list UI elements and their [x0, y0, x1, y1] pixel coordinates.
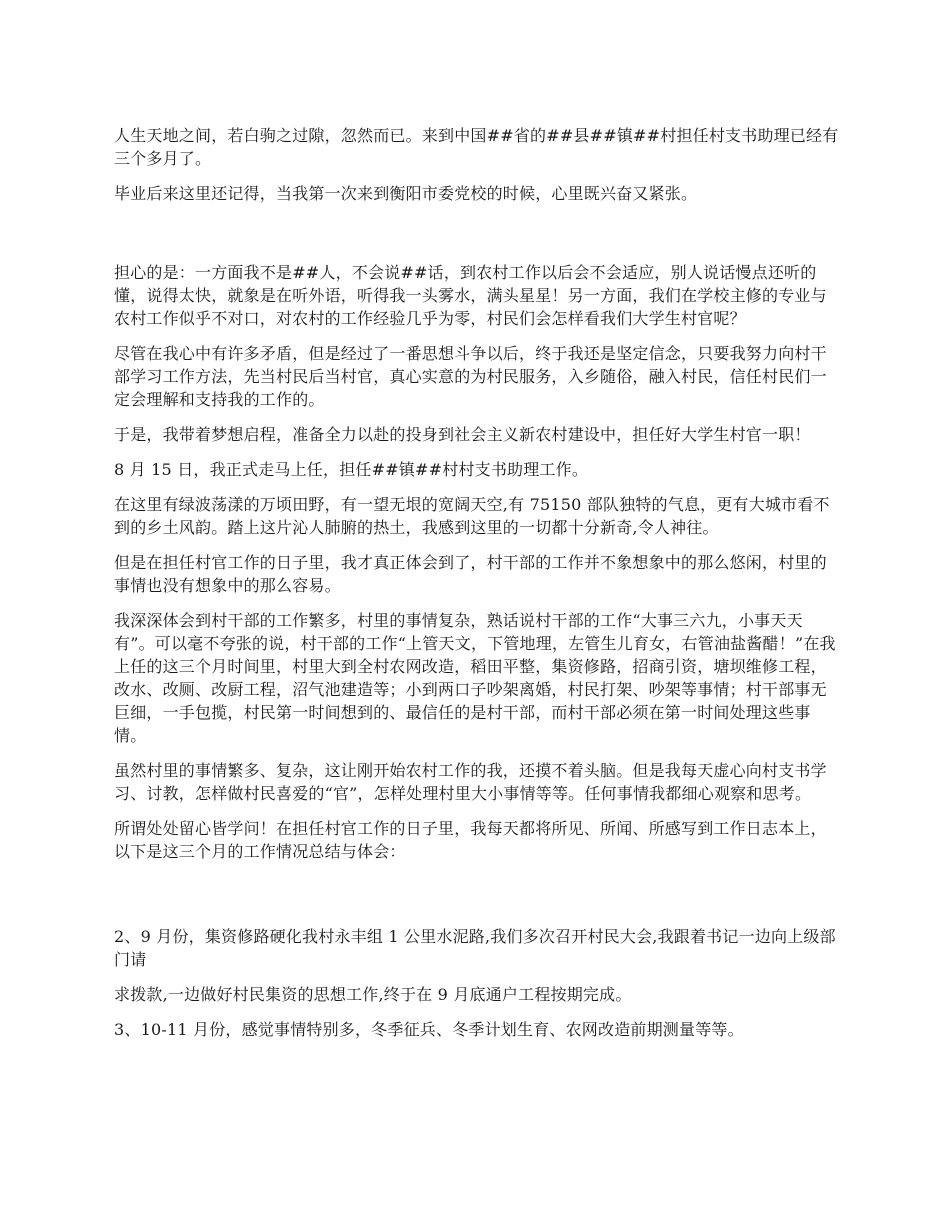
- paragraph-reality: 但是在担任村官工作的日子里，我才真正体会到了，村干部的工作并不象想象中的那么悠闲，村里的事情也没有想象中的那么容易。: [114, 553, 827, 595]
- paragraph-gap: [114, 217, 841, 261]
- paragraph-item-3: 3、10-11 月份，感觉事情特别多，冬季征兵、冬季计划生育、农网改造前期测量等等。: [114, 1020, 744, 1039]
- paragraph-learning: 虽然村里的事情繁多、复杂，这让刚开始农村工作的我，还摸不着头脑。但是我每天虚心向村支书学习、讨教，怎样做村民喜爱的“官”，怎样处理村里大小事情等等。任何事情我都细心观察和思考。: [114, 761, 827, 803]
- paragraph-start-date: 8 月 15 日，我正式走马上任，担任##镇##村村支书助理工作。: [114, 460, 589, 479]
- paragraph-arrival: 毕业后来这里还记得，当我第一次来到衡阳市委党校的时候，心里既兴奋又紧张。: [114, 184, 698, 203]
- paragraph-dream: 于是，我带着梦想启程，准备全力以赴的投身到社会主义新农村建设中，担任好大学生村官一职！: [114, 425, 811, 444]
- paragraph-village-work: 我深深体会到村干部的工作繁多，村里的事情复杂，熟话说村干部的工作“大事三六九，小事天天有”。可以毫不夸张的说，村干部的工作“上管天文，下管地理，左管生儿育女，右管油盐酱醋！”在我上任的这三个月时间里，村里大到全村农网改造，稻田平整，集资修路，招商引资，塘坝维修工程，改水、改厕、改厨工程，沼气池建造等；小到两口子吵架离婚，村民打架、吵架等事情；村干部事无巨细，一手包揽，村民第一时间想到的、最信任的是村干部，而村干部必须在第一时间处理这些事情。: [114, 611, 836, 745]
- paragraph-intro: 人生天地之间，若白驹之过隙，忽然而已。来到中国##省的##县##镇##村担任村支书助理已经有三个多月了。: [114, 126, 839, 168]
- paragraph-item-2-continued: 求拨款,一边做好村民集资的思想工作,终于在 9 月底通户工程按期完成。: [114, 985, 632, 1004]
- paragraph-worries: 担心的是：一方面我不是##人，不会说##话，到农村工作以后会不会适应，别人说话慢点还听的懂，说得太快，就象是在听外语，听得我一头雾水，满头星星！另一方面，我们在学校主修的专业与农村工作似乎不对口，对农村的工作经验几乎为零，村民们会怎样看我们大学生村官呢？: [114, 263, 827, 328]
- paragraph-resolve: 尽管在我心中有许多矛盾，但是经过了一番思想斗争以后，终于我还是坚定信念，只要我努力向村干部学习工作方法，先当村民后当村官，真心实意的为村民服务，入乡随俗，融入村民，信任村民们一定会理解和支持我的工作的。: [114, 344, 827, 409]
- document-body: [114, 124, 841, 1053]
- paragraph-scenery: 在这里有绿波荡漾的万顷田野，有一望无垠的宽阔天空,有 75150 部队独特的气息，更有大城市看不到的乡土风韵。踏上这片沁人肺腑的热土，我感到这里的一切都十分新奇,令人神往。: [114, 495, 830, 537]
- paragraph-item-2: 2、9 月份，集资修路硬化我村永丰组 1 公里水泥路,我们多次召开村民大会,我跟着书记一边向上级部门请: [114, 927, 836, 969]
- paragraph-gap: [114, 875, 841, 925]
- paragraph-summary-intro: 所谓处处留心皆学问！在担任村官工作的日子里，我每天都将所见、所闻、所感写到工作日志本上，以下是这三个月的工作情况总结与体会：: [114, 819, 827, 861]
